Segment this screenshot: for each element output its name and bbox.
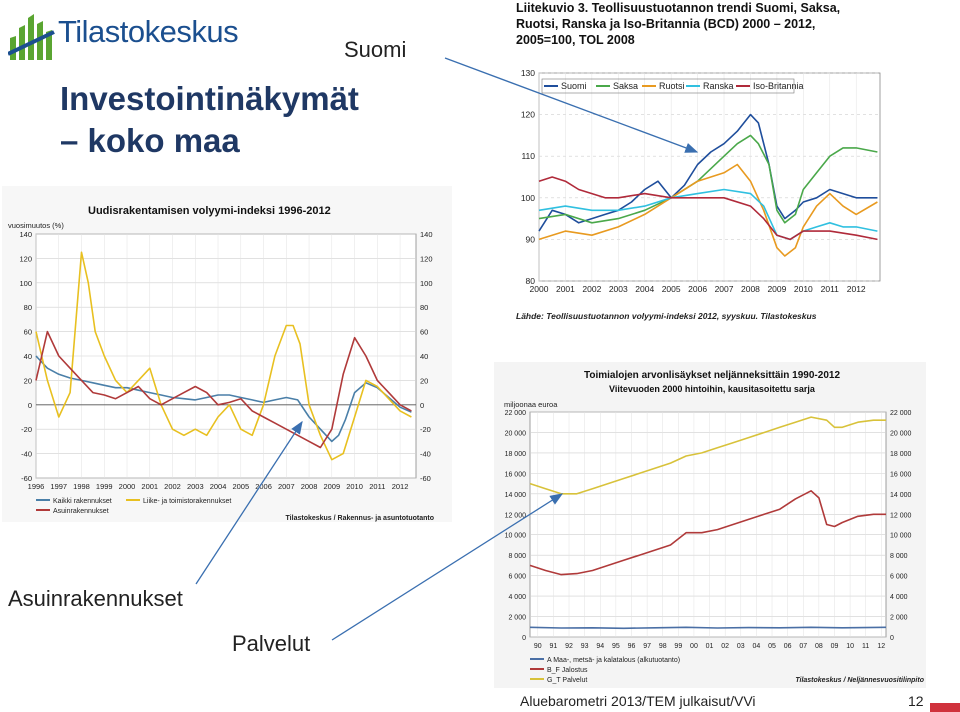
chart-title-line: Uudisrakentamisen volyymi-indeksi 1996-2012	[88, 205, 331, 217]
x-tick-label: 91	[549, 643, 558, 650]
x-tick-label: 2010	[793, 284, 813, 294]
x-tick-label: 1998	[73, 482, 90, 491]
legend-label-2: Asuinrakennukset	[53, 508, 109, 515]
y-tick-label-right: 0	[890, 635, 894, 642]
y-tick-label-right: 4 000	[890, 594, 908, 602]
x-tick-label: 90	[533, 643, 542, 650]
y-tick-label: -40	[21, 449, 32, 459]
legend-label-4: Iso-Britannia	[753, 81, 804, 91]
x-tick-label: 2001	[141, 482, 159, 491]
y-tick-label: -60	[21, 474, 32, 483]
y-tick-label-right: 10 000	[890, 532, 912, 540]
x-tick-label: 02	[721, 643, 730, 650]
x-tick-label: 1996	[27, 482, 45, 491]
y-tick-label: 4 000	[508, 594, 526, 602]
chart-title-line: 2005=100, TOL 2008	[516, 33, 635, 47]
y-tick-label-right: 12 000	[890, 512, 912, 520]
x-tick-label: 2004	[635, 284, 655, 294]
x-tick-label: 2005	[661, 284, 681, 294]
y-tick-label: 110	[521, 151, 535, 162]
legend-label-3: Ranska	[703, 81, 734, 91]
x-tick-label: 2008	[741, 284, 760, 294]
slide-title-line1: Investointinäkymät	[60, 80, 359, 117]
x-tick-label: 1997	[50, 482, 68, 491]
y-tick-label-right: -40	[420, 449, 431, 459]
chart-title-line: Liitekuvio 3. Teollisuustuotannon trendi Suomi, Saksa,	[516, 1, 841, 15]
y-tick-label-right: 20	[420, 376, 429, 386]
footer-accent-bar	[930, 703, 960, 712]
brand-name: Tilastokeskus	[58, 14, 239, 49]
x-tick-label: 2002	[582, 284, 602, 294]
x-tick-label: 00	[690, 643, 698, 650]
x-tick-label: 93	[580, 643, 589, 650]
legend-label-2: Ruotsi	[659, 81, 685, 91]
x-tick-label: 07	[799, 643, 808, 650]
x-tick-label: 01	[705, 643, 714, 650]
y-tick-label: 8 000	[508, 553, 526, 561]
y-tick-label: 6 000	[508, 573, 526, 581]
y-tick-label: 14 000	[504, 491, 526, 499]
slide-title-line2: – koko maa	[60, 122, 240, 159]
y-tick-label-right: 100	[420, 278, 433, 288]
x-tick-label: 95	[611, 643, 620, 650]
x-tick-label: 05	[768, 643, 776, 650]
x-tick-label: 2003	[186, 482, 204, 491]
y-tick-label: 20	[23, 376, 32, 386]
x-tick-label: 2006	[688, 284, 708, 294]
y-tick-label-right: 22 000	[890, 410, 912, 417]
y-tick-label: 80	[23, 303, 32, 313]
chart-subtitle: Viitevuoden 2000 hintoihin, kausitasoitettu sarja	[609, 384, 815, 394]
y-tick-label-right: 80	[420, 303, 429, 313]
label-palvelut: Palvelut	[232, 631, 311, 656]
y-tick-label-right: 6 000	[890, 573, 908, 581]
y-tick-label: 0	[27, 400, 32, 410]
y-tick-label: 100	[19, 278, 32, 288]
x-tick-label: 2000	[529, 284, 549, 294]
x-tick-label: 06	[783, 643, 792, 650]
chart-title-line: Ruotsi, Ranska ja Iso-Britannia (BCD) 2000 – 2012,	[516, 17, 816, 31]
y-tick-label-right: 18 000	[890, 450, 912, 458]
x-tick-label: 08	[814, 643, 823, 650]
y-tick-label: 130	[520, 68, 535, 78]
y-tick-label: 2 000	[508, 614, 526, 622]
y-tick-label: 90	[525, 234, 535, 245]
y-tick-label: 140	[19, 230, 32, 239]
x-tick-label: 98	[658, 643, 667, 650]
y-tick-label-right: 0	[420, 400, 425, 410]
x-tick-label: 2000	[118, 482, 136, 491]
y-tick-label-right: 40	[420, 352, 429, 361]
page-number: 12	[908, 693, 924, 709]
y-axis-label: miljoonaa euroa	[504, 400, 558, 409]
x-tick-label: 92	[565, 643, 573, 650]
x-tick-label: 2012	[846, 284, 866, 294]
x-tick-label: 94	[596, 643, 605, 650]
x-tick-label: 09	[830, 643, 839, 650]
legend-label-1: Liike- ja toimistorakennukset	[143, 498, 232, 505]
label-suomi: Suomi	[344, 37, 407, 62]
y-tick-label-right: 20 000	[890, 430, 912, 438]
arrow-palvelut	[332, 491, 562, 640]
legend-label-1: B_F Jalostus	[547, 667, 588, 674]
y-tick-label-right: 60	[420, 327, 429, 337]
x-tick-label: 97	[643, 643, 652, 650]
x-tick-label: 2008	[300, 482, 318, 491]
x-tick-label: 2010	[346, 482, 363, 491]
y-tick-label-right: 140	[420, 230, 433, 239]
x-tick-label: 04	[752, 643, 761, 650]
y-tick-label-right: 8 000	[890, 553, 908, 561]
x-tick-label: 99	[674, 643, 683, 650]
x-tick-label: 2004	[209, 482, 227, 491]
x-tick-label: 96	[627, 643, 636, 650]
y-tick-label: 20 000	[504, 430, 526, 438]
legend-label-2: G_T Palvelut	[547, 677, 588, 684]
x-tick-label: 2009	[767, 284, 787, 294]
x-tick-label: 12	[877, 643, 886, 650]
y-tick-label: 120	[19, 254, 32, 264]
footer-text: Aluebarometri 2013/TEM julkaisut/VVi	[520, 693, 756, 709]
x-tick-label: 03	[736, 643, 745, 650]
x-tick-label: 2005	[232, 482, 250, 491]
y-tick-label: 100	[520, 192, 535, 203]
x-tick-label: 2003	[608, 284, 628, 294]
y-tick-label: 16 000	[504, 471, 526, 479]
y-tick-label: -20	[21, 425, 32, 435]
y-tick-label-right: 2 000	[890, 614, 908, 622]
legend-label-0: Suomi	[561, 81, 587, 91]
legend-label-0: A Maa-, metsä- ja kalatalous (alkutuotanto)	[547, 657, 681, 664]
y-tick-label: 18 000	[504, 450, 526, 458]
y-tick-label: 60	[23, 327, 32, 337]
y-tick-label: 10 000	[504, 532, 526, 540]
x-tick-label: 10	[846, 643, 854, 650]
y-tick-label: 0	[522, 635, 526, 642]
x-tick-label: 2011	[369, 482, 386, 491]
source-note: Tilastokeskus / Neljännesvuositilinpito	[795, 677, 924, 684]
y-tick-label: 12 000	[504, 512, 526, 520]
y-tick-label: 22 000	[504, 410, 526, 417]
x-tick-label: 2006	[255, 482, 272, 491]
x-tick-label: 2007	[277, 482, 295, 491]
y-tick-label-right: 16 000	[890, 471, 912, 479]
chart-title-line: Toimialojen arvonlisäykset neljänneksittäin 1990-2012	[583, 370, 841, 381]
y-tick-label: 80	[525, 276, 535, 286]
x-tick-label: 2007	[714, 284, 734, 294]
y-tick-label-right: -60	[420, 474, 431, 483]
label-asuinrakennukset: Asuinrakennukset	[8, 586, 183, 611]
x-tick-label: 2009	[323, 482, 341, 491]
y-tick-label-right: 14 000	[890, 491, 912, 499]
y-tick-label-right: -20	[420, 425, 431, 435]
y-tick-label: 120	[520, 109, 535, 120]
legend-label-1: Saksa	[613, 81, 639, 91]
arrow-asuinrakennukset	[196, 422, 302, 584]
y-tick-label-right: 120	[420, 254, 433, 264]
y-axis-label: vuosimuutos (%)	[8, 221, 64, 230]
y-tick-label: 40	[23, 352, 32, 361]
x-tick-label: 11	[862, 643, 870, 650]
arrow-suomi	[445, 58, 697, 152]
source-note: Lähde: Teollisuustuotannon volyymi-indeksi 2012, syyskuu. Tilastokeskus	[516, 311, 817, 321]
x-tick-label: 2001	[555, 284, 575, 294]
x-tick-label: 2011	[820, 284, 839, 294]
x-tick-label: 2012	[391, 482, 409, 491]
legend-label-0: Kaikki rakennukset	[53, 498, 112, 505]
x-tick-label: 1999	[95, 482, 113, 491]
x-tick-label: 2002	[164, 482, 181, 491]
source-note: Tilastokeskus / Rakennus- ja asuntotuotanto	[285, 515, 434, 522]
